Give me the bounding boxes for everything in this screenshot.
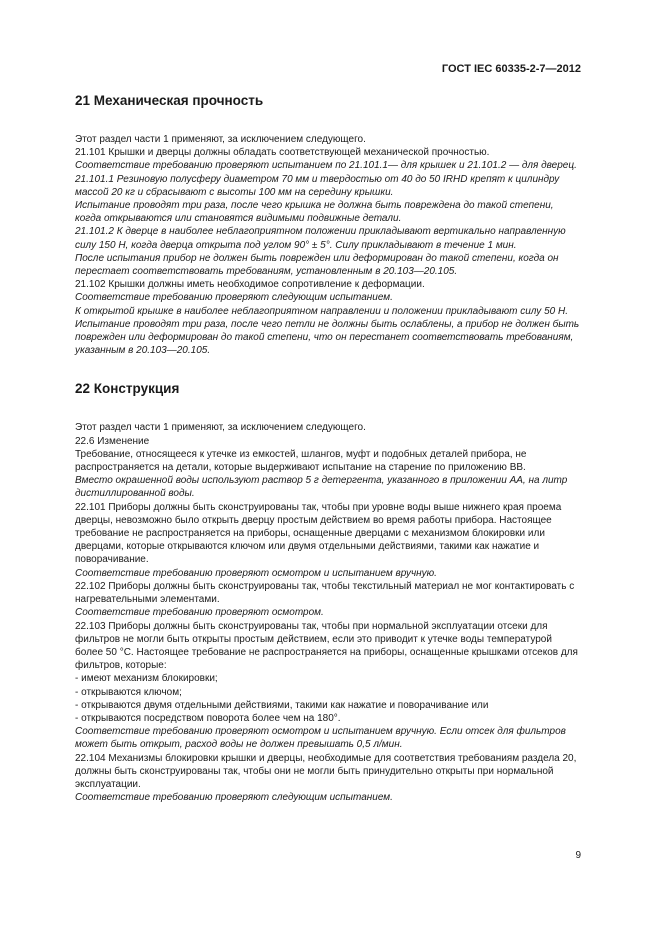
list-item: - открываются двумя отдельными действиями, такими как нажатие и поворачивание или [75, 699, 489, 711]
paragraph: Соответствие требованию проверяют осмотром и испытанием вручную. Если отсек для фильтров может быть открыт, расход воды не должен превышать 0,5 л/мин. [75, 726, 566, 751]
paragraph: Испытание проводят три раза, после чего крышка не должна быть повреждена до такой степени, когда открываются или становятся видимыми подвижные детали. [75, 200, 554, 225]
paragraph: Соответствие требованию проверяют следующим испытанием. [75, 292, 393, 304]
paragraph: Этот раздел части 1 применяют, за исключением следующего. [75, 422, 366, 434]
paragraph: Вместо окрашенной воды используют раствор 5 г детергента, указанного в приложении АА, на литр дистиллированной воды. [75, 475, 568, 500]
paragraph: 22.102 Приборы должны быть сконструированы так, чтобы текстильный материал не мог контактировать с нагревательными элементами. [75, 580, 575, 606]
list-item: - открываются посредством поворота более чем на 180°. [75, 712, 341, 724]
paragraph: 22.104 Механизмы блокировки крышки и дверцы, необходимые для соответствия требованиям раздела 20, должны быть сконструированы так, чтобы они не могли быть принудительно открыты при нормальной эксплуатации. [75, 752, 577, 790]
section-21-title: 21 Механическая прочность [75, 93, 264, 108]
list-item: - открываются ключом; [75, 686, 182, 698]
paragraph: 21.101.1 Резиновую полусферу диаметром 70 мм и твердостью от 40 до 50 IRHD крепят к цилиндру массой 20 кг и сбрасывают с высоты 100 мм на середину крышки. [75, 173, 560, 198]
paragraph: После испытания прибор не должен быть поврежден или деформирован до такой степени, когда он перестает соответствовать требованиям, установленным в 20.103—20.105. [75, 252, 559, 278]
paragraph: Соответствие требованию проверяют осмотром и испытанием вручную. [75, 567, 437, 579]
document-header: ГОСТ IEC 60335-2-7—2012 [441, 63, 581, 75]
section-22-title: 22 Конструкция [75, 381, 180, 397]
paragraph: 21.101.2 К дверце в наиболее неблагоприятном положении прикладывают вертикально направленную силу 150 Н, когда дверца открыта под углом 90° ± 5°. Силу прикладывают в течение 1 мин. [75, 226, 566, 251]
paragraph: 21.101 Крышки и дверцы должны обладать соответствующей механической прочностью. [75, 147, 490, 159]
paragraph: Испытание проводят три раза, после чего петли не должны быть ослаблены, а прибор не должен быть поврежден или деформирован до такой степени, что он перестанет соответствовать требованиям, указанным в 20.103—20.105. [75, 318, 580, 357]
paragraph: Этот раздел части 1 применяют, за исключением следующего. [75, 134, 366, 145]
paragraph: Соответствие требованию проверяют испытанием по 21.101.1— для крышек и 21.101.2 — для дверец. [75, 160, 577, 172]
section-21-body [75, 133, 582, 357]
paragraph: Требование, относящееся к утечке из емкостей, шлангов, муфт и подобных деталей прибора, не распространяется на детали, которые выдерживают испытание на старение по приложению ВВ. [75, 448, 527, 474]
paragraph: 22.103 Приборы должны быть сконструированы так, чтобы при нормальной эксплуатации отсеки для фильтров не могли быть открыты простым действием, если это приводит к утечке воды температурой более 50 °С. Настоящее требование не распространяется на приборы, оснащенные крышками отсеков для фильтров, которые: [75, 620, 578, 672]
paragraph: 22.101 Приборы должны быть сконструированы так, чтобы при уровне воды выше нижнего края проема дверцы, невозможно было открыть дверцу простым действием во время работы прибора. Настоящее требование не распространяется на приборы, оснащенные дверцами с механизмом блокировки или дверцами, которые открываются ключом или двумя отдельными действиями, такими как нажатие и поворачивание. [75, 501, 562, 566]
paragraph: 21.102 Крышки должны иметь необходимое сопротивление к деформации. [75, 279, 425, 291]
paragraph: 22.6 Изменение [75, 435, 150, 447]
paragraph: Соответствие требованию проверяют следующим испытанием. [75, 792, 393, 804]
page-content [75, 93, 582, 804]
list-item: - имеют механизм блокировки; [75, 673, 218, 685]
section-22-body [75, 421, 582, 672]
filter-cover-list [75, 672, 582, 725]
page-number: 9 [575, 850, 581, 861]
paragraph: Соответствие требованию проверяют осмотром. [75, 607, 324, 619]
section-22-body-continued [75, 725, 582, 804]
paragraph: К открытой крышке в наиболее неблагоприятном направлении и положении прикладывают силу 50 Н. [75, 305, 568, 317]
